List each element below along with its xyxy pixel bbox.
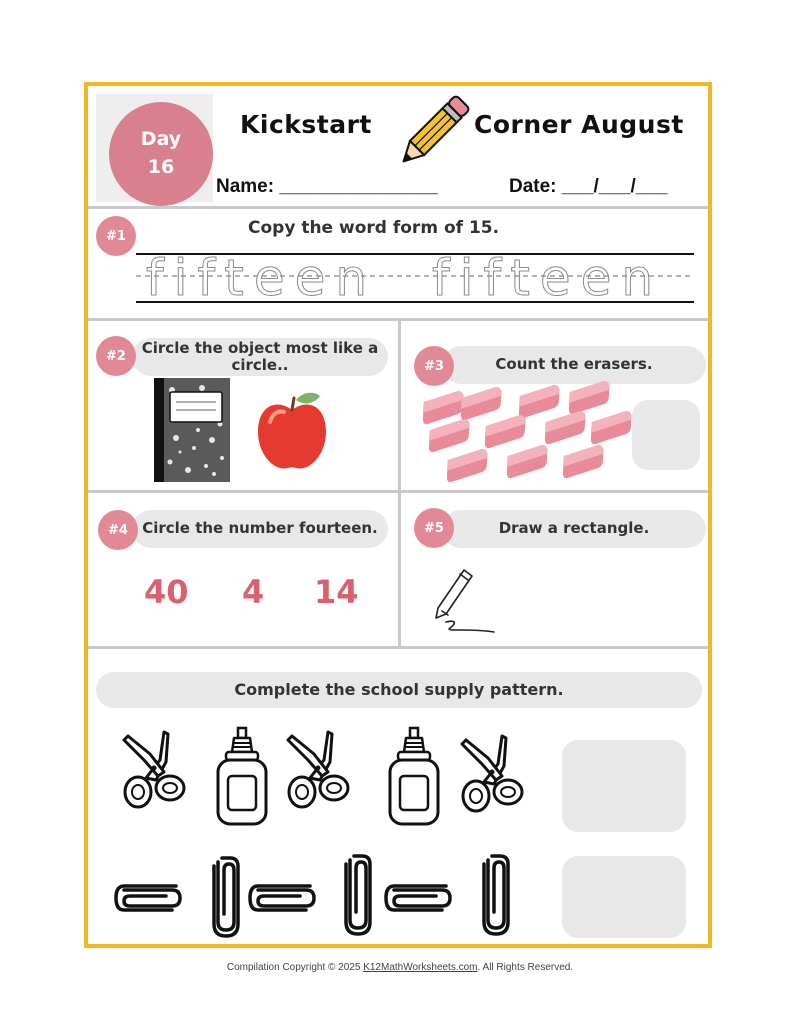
q5-prompt: Draw a rectangle. bbox=[442, 510, 706, 548]
q3-answer-box[interactable] bbox=[632, 400, 700, 470]
q1-badge: #1 bbox=[96, 216, 136, 256]
eraser-icon bbox=[480, 414, 531, 449]
pencil-icon bbox=[398, 96, 470, 166]
q5-badge: #5 bbox=[414, 508, 454, 548]
number-choice[interactable]: 14 bbox=[314, 573, 359, 611]
q2-badge: #2 bbox=[96, 336, 136, 376]
glue-icon bbox=[216, 728, 270, 828]
eraser-icon bbox=[586, 410, 637, 445]
paperclip-vertical-icon bbox=[482, 856, 512, 936]
worksheet bbox=[84, 82, 712, 948]
scissors-icon bbox=[460, 734, 524, 814]
q1-trace-word: fifteen bbox=[432, 249, 664, 307]
apple-icon[interactable] bbox=[256, 388, 328, 472]
title-left: Kickstart bbox=[240, 110, 372, 139]
scissors-icon bbox=[286, 730, 350, 810]
pattern-answer-box-2[interactable] bbox=[562, 856, 686, 938]
footer-prefix: Compilation Copyright © 2025 bbox=[226, 962, 364, 973]
notebook-icon[interactable] bbox=[154, 378, 230, 482]
pattern-prompt: Complete the school supply pattern. bbox=[96, 672, 702, 708]
eraser-icon bbox=[558, 444, 609, 479]
number-choice[interactable]: 4 bbox=[242, 573, 265, 611]
divider bbox=[88, 490, 708, 493]
paperclip-horizontal-icon bbox=[116, 884, 182, 914]
paperclip-vertical-icon bbox=[212, 858, 242, 938]
q4-prompt: Circle the number fourteen. bbox=[132, 510, 388, 548]
copyright-footer bbox=[0, 962, 800, 973]
divider bbox=[88, 206, 708, 209]
eraser-icon bbox=[514, 384, 565, 419]
q1-prompt: Copy the word form of 15. bbox=[248, 218, 500, 238]
eraser-icon bbox=[564, 380, 615, 415]
eraser-icon bbox=[540, 410, 591, 445]
divider bbox=[88, 646, 708, 649]
eraser-icon bbox=[424, 418, 475, 453]
paperclip-horizontal-icon bbox=[250, 884, 316, 914]
q2-prompt: Circle the object most like a circle.. bbox=[132, 338, 388, 376]
q3-badge: #3 bbox=[414, 346, 454, 386]
eraser-icon bbox=[502, 444, 553, 479]
day-number: 16 bbox=[147, 156, 175, 178]
day-badge bbox=[109, 102, 213, 206]
pencil-drawing-icon bbox=[428, 566, 498, 636]
q1-trace-word: fifteen bbox=[146, 249, 378, 307]
eraser-icon bbox=[418, 390, 469, 425]
day-box bbox=[96, 94, 213, 202]
q4-badge: #4 bbox=[98, 510, 138, 550]
scissors-icon bbox=[122, 730, 186, 810]
title-right: Corner August bbox=[474, 110, 684, 139]
date-field[interactable]: Date: ___/___/___ bbox=[509, 176, 668, 197]
eraser-group bbox=[414, 386, 624, 482]
divider bbox=[398, 318, 401, 648]
eraser-icon bbox=[442, 448, 493, 483]
paperclip-vertical-icon bbox=[344, 856, 374, 936]
name-field[interactable]: Name: _______________ bbox=[216, 176, 438, 197]
day-label: Day bbox=[140, 128, 182, 151]
q3-prompt: Count the erasers. bbox=[442, 346, 706, 384]
number-choice[interactable]: 40 bbox=[144, 573, 189, 611]
footer-link[interactable]: K12MathWorksheets.com bbox=[363, 962, 478, 973]
pattern-answer-box-1[interactable] bbox=[562, 740, 686, 832]
footer-suffix: . All Rights Reserved. bbox=[477, 962, 574, 973]
eraser-icon bbox=[456, 386, 507, 421]
glue-icon bbox=[388, 728, 442, 828]
paperclip-horizontal-icon bbox=[386, 884, 452, 914]
